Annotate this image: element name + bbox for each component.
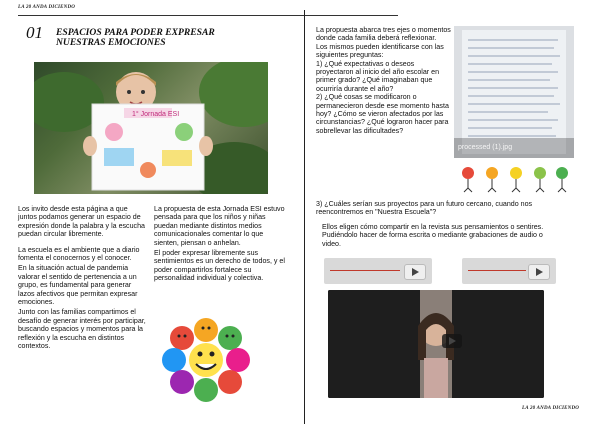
video-play-icon[interactable]: [442, 334, 462, 348]
article-title: ESPACIOS PARA PODER EXPRESAR NUESTRAS EMOCIONES: [56, 27, 215, 48]
audio-play-icon[interactable]: [528, 264, 550, 280]
document-caption: processed (1).jpg: [458, 144, 513, 151]
question-2: 2) ¿Qué cosas se modificaron o permanecieron desde ese momento hasta hoy? ¿Cómo se vieron afectados por las circunstancias? ¿Qué lograron hacer para sobrellevar las dificultades?: [316, 93, 449, 135]
article-number: 01: [26, 23, 43, 42]
audio-player-2[interactable]: [462, 258, 556, 284]
right-questions: [316, 26, 452, 135]
article-col2: [154, 205, 286, 290]
audio-progress-line: [468, 270, 526, 271]
magazine-footer: LA 20 ANDA DICIENDO: [522, 406, 580, 411]
intro-text-2: Los mismos pueden identificarse con las siguientes preguntas:: [316, 42, 444, 60]
poster-label: 1° Jornada ESI: [132, 111, 180, 118]
question-1: 1) ¿Qué expectativas o deseos proyectaron al inicio del año escolar en primer grado? ¿Qué imaginaban que ocurriría durante el año?: [316, 59, 440, 93]
question-3: 3) ¿Cuáles serían sus proyectos para un futuro cercano, cuando nos reencontremos en "Nuestra Escuela"?: [316, 200, 533, 217]
child-photo-illustration: [34, 62, 268, 194]
header-rule: [18, 15, 398, 16]
emotion-faces-cluster: [160, 316, 252, 402]
page-divider: [304, 10, 305, 424]
child-poster-photo: [34, 62, 268, 194]
audio-play-icon[interactable]: [404, 264, 426, 280]
audio-progress-line: [330, 270, 400, 271]
article-col1: [18, 205, 146, 358]
choice-text: Ellos eligen cómo compartir en la revista sus pensamientos o sentires. Pudiéndolo hacer de forma escrita o mediante grabaciones de audio o video.: [322, 223, 544, 248]
col2-paragraph: El poder expresar libremente sus sentimientos es un derecho de todos, y el poder compartirlos fortalece su personalidad individual y colectiva.: [154, 249, 285, 283]
video-player[interactable]: [328, 290, 544, 398]
magazine-header: LA 20 ANDA DICIENDO: [18, 5, 76, 10]
col1-paragraph: Junto con las familias compartimos el desafío de generar interés por participar, buscando espacios y momentos para la reflexión y la escucha en distintos contextos.: [18, 308, 146, 351]
col1-paragraph: La escuela es el ambiente que a diario fomenta el conocernos y el conocer.: [18, 245, 140, 263]
intro-text: La propuesta abarca tres ejes o momentos donde cada familia deberá reflexionar.: [316, 26, 451, 43]
audio-player-1[interactable]: [324, 258, 432, 284]
col2-paragraph: La propuesta de esta Jornada ESI estuvo pensada para que los niños y niñas puedan mediante distintos medios comunicacionales comentar lo que sienten, piensan o anhelan.: [154, 205, 285, 247]
emotion-characters-row: [456, 164, 574, 194]
col1-paragraph: En la situación actual de pandemia valorar el sentido de pertenencia a un grupo, es fundamental para generar lazos afectivos que permitan expresar emociones.: [18, 264, 138, 307]
col1-paragraph: Los invito desde esta página a que juntos podamos generar un espacio de expresión donde la palabra y la escucha puedan circular libremente.: [18, 205, 145, 239]
handwritten-document-photo: [454, 26, 574, 158]
